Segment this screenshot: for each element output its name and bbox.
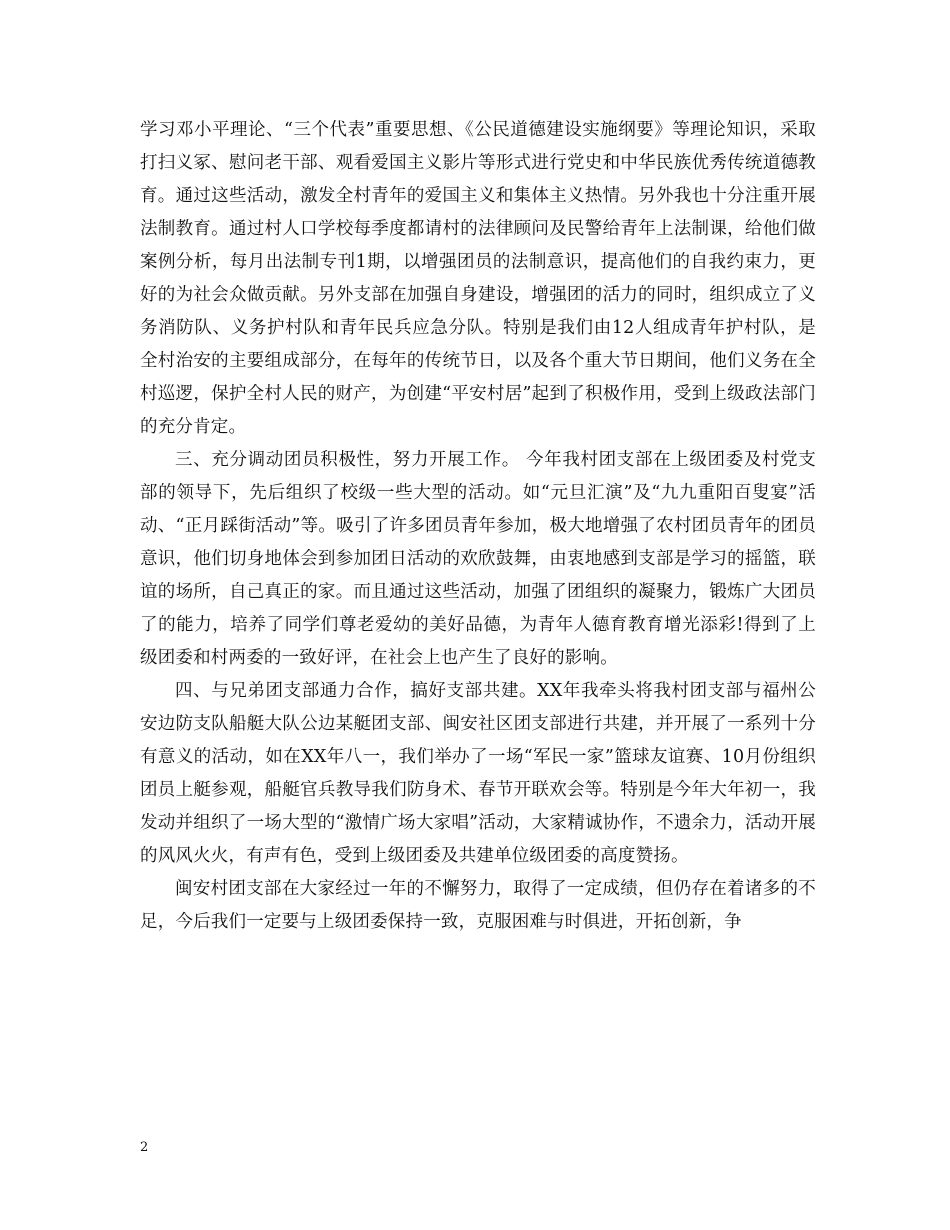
paragraph-1: 学习邓小平理论、“三个代表”重要思想、《公民道德建设实施纲要》等理论知识，采取打扫义冢、慰问老干部、观看爱国主义影片等形式进行党史和中华民族优秀传统道德教育。通过这些活动，激发全村青年的爱国主义和集体主义热情。另外我也十分注重开展法制教育。通过村人口学校每季度都请村的法律顾问及民警给青年上法制课，给他们做案例分析，每月出法制专刊1期，以增强团员的法制意识，提高他们的自我约束力，更好的为社会众做贡献。另外支部在加强自身建设，增强团的活力的同时，组织成立了义务消防队、义务护村队和青年民兵应急分队。特别是我们由12人组成青年护村队，是全村治安的主要组成部分，在每年的传统节日，以及各个重大节日期间，他们义务在全村巡逻，保护全村人民的财产，为创建“平安村居”起到了积极作用，受到上级政法部门的充分肯定。 [140,120,816,437]
paragraph-2: 三、充分调动团员积极性，努力开展工作。 今年我村团支部在上级团委及村党支部的领导下，先后组织了校级一些大型的活动。如“元旦汇演”及“九九重阳百叟宴”活动、“正月踩街活动”等。吸引了许多团员青年参加，极大地增强了农村团员青年的团员意识，他们切身地体会到参加团日活动的欢欣鼓舞，由衷地感到支部是学习的摇篮，联谊的场所，自己真正的家。而且通过这些活动，加强了团组织的凝聚力，锻炼广大团员了的能力，培养了同学们尊老爱幼的美好品德，为青年人德育教育增光添彩!得到了上级团委和村两委的一致好评，在社会上也产生了良好的影响。 [140,450,816,668]
paragraph-3: 四、与兄弟团支部通力合作，搞好支部共建。XX年我牵头将我村团支部与福州公安边防支队船艇大队公边某艇团支部、闽安社区团支部进行共建，并开展了一系列十分有意义的活动，如在XX年八一，我们举办了一场“军民一家”篮球友谊赛、10月份组织团员上艇参观，船艇官兵教导我们防身术、春节开联欢会等。特别是今年大年初一，我发动并组织了一场大型的“激情广场大家唱”活动，大家精诚协作，不遗余力，活动开展的风风火火，有声有色，受到上级团委及共建单位级团委的高度赞扬。 [140,681,816,866]
document-body [140,114,816,939]
page-number: 2 [140,1140,149,1155]
paragraph-4: 闽安村团支部在大家经过一年的不懈努力，取得了一定成绩，但仍存在着诸多的不足，今后我们一定要与上级团委保持一致，克服困难与时俱进，开拓创新，争 [140,879,816,932]
